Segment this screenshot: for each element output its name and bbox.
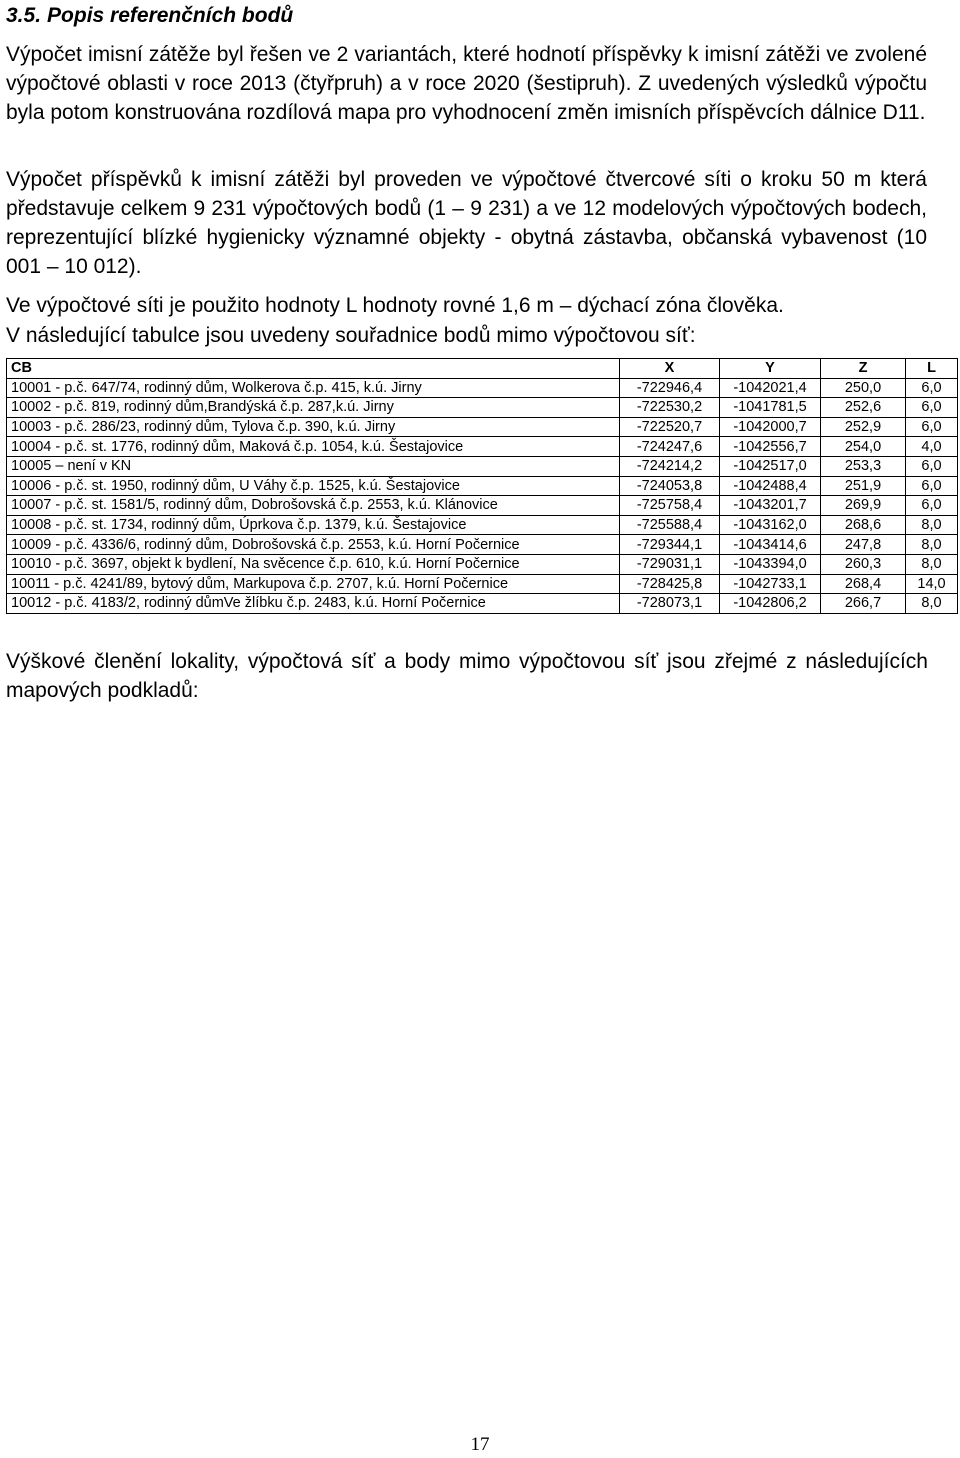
table-row	[7, 515, 958, 535]
table-header-row	[7, 359, 958, 379]
cell-cb: 10010 - p.č. 3697, objekt k bydlení, Na svěcence č.p. 610, k.ú. Horní Počernice	[7, 554, 620, 574]
table-row	[7, 535, 958, 555]
cell-l: 4,0	[906, 437, 958, 457]
cell-y: -1042021,4	[720, 378, 821, 398]
table-row	[7, 398, 958, 418]
cell-y: -1043394,0	[720, 554, 821, 574]
cell-x: -724214,2	[620, 456, 720, 476]
cell-cb: 10008 - p.č. st. 1734, rodinný dům, Úprkova č.p. 1379, k.ú. Šestajovice	[7, 515, 620, 535]
cell-cb: 10011 - p.č. 4241/89, bytový dům, Markupova č.p. 2707, k.ú. Horní Počernice	[7, 574, 620, 594]
cell-x: -724247,6	[620, 437, 720, 457]
table-row	[7, 437, 958, 457]
cell-x: -729344,1	[620, 535, 720, 555]
cell-y: -1043414,6	[720, 535, 821, 555]
header-z: Z	[821, 359, 906, 379]
cell-l: 6,0	[906, 476, 958, 496]
cell-x: -725588,4	[620, 515, 720, 535]
cell-y: -1042000,7	[720, 417, 821, 437]
cell-l: 8,0	[906, 535, 958, 555]
cell-y: -1042556,7	[720, 437, 821, 457]
coordinates-table	[6, 358, 958, 614]
section-heading	[6, 2, 293, 30]
paragraph-height: Ve výpočtové síti je použito hodnoty L hodnoty rovné 1,6 m – dýchací zóna člověka.	[6, 294, 784, 317]
cell-l: 8,0	[906, 594, 958, 614]
cell-x: -729031,1	[620, 554, 720, 574]
cell-cb: 10012 - p.č. 4183/2, rodinný důmVe žlíbku č.p. 2483, k.ú. Horní Počernice	[7, 594, 620, 614]
cell-y: -1043162,0	[720, 515, 821, 535]
table-row	[7, 456, 958, 476]
cell-z: 253,3	[821, 456, 906, 476]
cell-x: -728425,8	[620, 574, 720, 594]
cell-cb: 10007 - p.č. st. 1581/5, rodinný dům, Dobrošovská č.p. 2553, k.ú. Klánovice	[7, 496, 620, 516]
table-row	[7, 417, 958, 437]
cell-cb: 10005 – není v KN	[7, 456, 620, 476]
cell-y: -1042488,4	[720, 476, 821, 496]
header-l: L	[906, 359, 958, 379]
cell-cb: 10002 - p.č. 819, rodinný dům,Brandýská č.p. 287,k.ú. Jirny	[7, 398, 620, 418]
cell-z: 268,4	[821, 574, 906, 594]
cell-l: 6,0	[906, 378, 958, 398]
cell-cb: 10001 - p.č. 647/74, rodinný dům, Wolkerova č.p. 415, k.ú. Jirny	[7, 378, 620, 398]
cell-z: 252,6	[821, 398, 906, 418]
paragraph-variants: Výpočet imisní zátěže byl řešen ve 2 variantách, které hodnotí příspěvky k imisní zátěži ve zvolené výpočtové oblasti v roce 2013 (čtyřpruh) a v roce 2020 (šestipruh). Z uvedených výsledků výpočtu byla potom konstruována rozdílová mapa pro vyhodnocení změn imisních příspěvcích dálnice D11.	[6, 43, 927, 124]
cell-cb: 10009 - p.č. 4336/6, rodinný dům, Dobrošovská č.p. 2553, k.ú. Horní Počernice	[7, 535, 620, 555]
cell-x: -724053,8	[620, 476, 720, 496]
cell-cb: 10006 - p.č. st. 1950, rodinný dům, U Váhy č.p. 1525, k.ú. Šestajovice	[7, 476, 620, 496]
table-row	[7, 574, 958, 594]
cell-x: -725758,4	[620, 496, 720, 516]
cell-y: -1042733,1	[720, 574, 821, 594]
cell-y: -1042806,2	[720, 594, 821, 614]
cell-l: 8,0	[906, 554, 958, 574]
table-row	[7, 496, 958, 516]
table-row	[7, 378, 958, 398]
table-row	[7, 554, 958, 574]
cell-z: 260,3	[821, 554, 906, 574]
cell-x: -728073,1	[620, 594, 720, 614]
cell-z: 247,8	[821, 535, 906, 555]
paragraph-table-intro: V následující tabulce jsou uvedeny souřadnice bodů mimo výpočtovou síť:	[6, 324, 696, 347]
cell-z: 250,0	[821, 378, 906, 398]
cell-y: -1041781,5	[720, 398, 821, 418]
table-row	[7, 594, 958, 614]
cell-x: -722530,2	[620, 398, 720, 418]
cell-cb: 10003 - p.č. 286/23, rodinný dům, Tylova č.p. 390, k.ú. Jirny	[7, 417, 620, 437]
cell-l: 6,0	[906, 456, 958, 476]
cell-z: 254,0	[821, 437, 906, 457]
cell-cb: 10004 - p.č. st. 1776, rodinný dům, Maková č.p. 1054, k.ú. Šestajovice	[7, 437, 620, 457]
page-number: 17	[470, 1434, 490, 1455]
paragraph-grid: Výpočet příspěvků k imisní zátěži byl proveden ve výpočtové čtvercové síti o kroku 50 m která představuje celkem 9 231 výpočtových bodů (1 – 9 231) a ve 12 modelových výpočtových bodech, reprezentující blízké hygienicky významné objekty - obytná zástavba, občanská vybavenost (10 001 – 10 012).	[6, 168, 927, 278]
section-title: Popis referenčních bodů	[47, 4, 294, 27]
header-y: Y	[720, 359, 821, 379]
cell-z: 266,7	[821, 594, 906, 614]
cell-l: 8,0	[906, 515, 958, 535]
cell-z: 269,9	[821, 496, 906, 516]
paragraph-maps-intro: Výškové členění lokality, výpočtová síť a body mimo výpočtovou síť jsou zřejmé z následujících mapových podkladů:	[6, 650, 928, 702]
header-x: X	[620, 359, 720, 379]
header-cb: CB	[7, 359, 620, 379]
table-row	[7, 476, 958, 496]
cell-z: 251,9	[821, 476, 906, 496]
cell-y: -1042517,0	[720, 456, 821, 476]
cell-x: -722520,7	[620, 417, 720, 437]
cell-l: 14,0	[906, 574, 958, 594]
cell-y: -1043201,7	[720, 496, 821, 516]
cell-l: 6,0	[906, 398, 958, 418]
cell-x: -722946,4	[620, 378, 720, 398]
cell-z: 252,9	[821, 417, 906, 437]
cell-z: 268,6	[821, 515, 906, 535]
section-number: 3.5.	[6, 4, 42, 27]
cell-l: 6,0	[906, 496, 958, 516]
cell-l: 6,0	[906, 417, 958, 437]
